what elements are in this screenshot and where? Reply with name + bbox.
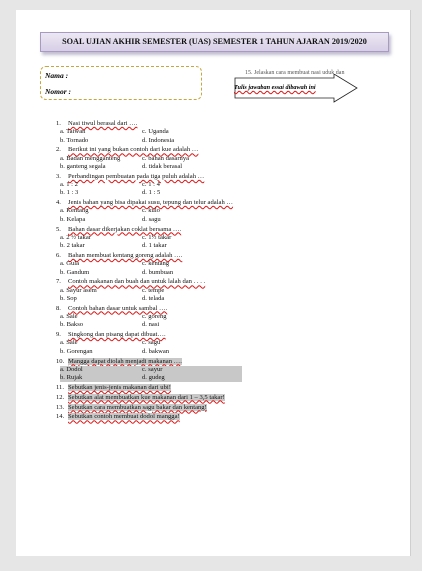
answer-option: d. 1 : 5 [142,189,161,197]
question-text [56,358,246,366]
question-body: Mangga dapat diolah menjadi makanan …. [68,357,182,365]
answer-option: a. Gula [60,260,80,268]
answer-option: a. Sale [60,339,78,347]
question-text [56,413,246,421]
question-body: Sebutkan contoh membuat dodol mangga! [68,413,180,421]
question-text [56,278,246,286]
question-item [56,173,246,198]
question-body: Nasi tiwul berasal dari …. [68,120,138,127]
option-grid [56,234,246,251]
question-text [56,199,246,207]
answer-option: c. tempe [142,286,165,294]
answer-option: a. 1 : 2 [60,181,78,189]
answer-option: a. Dodol [60,366,142,374]
callout-label: Tulis jawaban essai dibawah ini [234,84,316,91]
answer-option: b. Rujak [60,374,142,382]
question-body: Perbandingan pembuatan pada tiga puluh adalah … [68,172,205,180]
question-number: 4. [56,199,61,207]
answer-option: b. Gandum [60,268,90,276]
question-number: 2. [56,146,61,154]
answer-option: c. Uganda [142,128,169,136]
question-number: 12. [56,393,65,401]
answer-option: d. nasi [142,321,160,329]
answer-option: b. Tornado [60,136,89,144]
question-number: 1. [56,120,61,127]
question-body: Singkong dan pisang dapat dibuat…. [68,331,166,339]
answer-option: b. Sop [60,294,77,302]
answer-option: b. ganteng segala [60,162,106,170]
answer-option: c. bahan dasarnya [142,154,190,162]
question-number: 10. [56,357,65,365]
answer-option: c. goreng [142,313,167,321]
answer-option: c. kulo [142,207,160,215]
question-body: Contoh bahan dasar untuk sambal …. [68,304,168,312]
question-text [56,404,246,412]
question-item [56,358,246,383]
answer-option: a. Badan mengganteng [60,154,121,162]
question-number: 5. [56,225,61,233]
question-body: Jenis bahan yang bisa dipakai susu, tepung dan telur adalah … [68,199,233,207]
answer-option: c. 1 : 4 [142,181,160,189]
question-item [56,305,246,330]
question-item [56,413,246,421]
question-number: 3. [56,172,61,180]
option-grid [56,339,246,356]
option-grid [56,366,246,383]
answer-option: a. Kentang [60,207,89,215]
question-item [56,278,246,303]
question-body: Sebutkan alat membuatkan kue makanan dari 1 – 3,5 takar! [68,393,225,401]
answer-option: b. 2 takar [60,242,85,250]
question-text [56,146,246,154]
answer-option: a. 2 ½ takar [60,233,91,241]
question-item [56,146,246,171]
number-label: Nomor : [45,87,72,96]
answer-option: d. gudeg [142,374,242,382]
answer-option: b. 1 : 3 [60,189,79,197]
question-body: Berikut ini yang bukan contoh dari kue adalah … [68,146,199,154]
question-15-overflow: 15. Jelaskan cara membuat nasi uduk dan [245,70,345,76]
option-grid [56,207,246,224]
answer-option: d. sagu [142,215,161,223]
question-number: 11. [56,383,64,391]
question-text [56,305,246,313]
question-body: Sebutkan jenis-jenis makanan dari ubi! [68,383,171,391]
question-body: Contoh makanan dan buah dan untuk lalah dan . . . . [68,278,206,286]
answer-option: a. Sayur asem [60,286,97,294]
answer-option: d. bumbuan [142,268,174,276]
question-number: 9. [56,331,61,339]
question-text [56,394,246,402]
callout-text [234,84,329,91]
answer-option: c. sagu [142,339,161,347]
question-number: 13. [56,403,65,411]
question-number: 14. [56,413,65,421]
answer-option: b. Bakso [60,321,84,329]
answer-option: d. bakwan [142,347,170,355]
name-label: Nama : [45,71,69,80]
question-item [56,404,246,412]
question-item [56,120,246,145]
page-title: SOAL UJIAN AKHIR SEMESTER (UAS) SEMESTER 1 TAHUN AJARAN 2019/2020 [62,37,367,46]
answer-option: d. 1 takar [142,242,167,250]
option-grid [56,260,246,277]
question-list [56,120,246,423]
question-item [56,252,246,277]
option-grid [56,155,246,172]
question-number: 6. [56,251,61,259]
option-grid [56,128,246,145]
title-box [40,32,389,52]
option-grid [56,287,246,304]
question-text [56,384,246,392]
question-body: Sebutkan cara membuatkan sagu bakar dan kentang! [68,403,207,411]
answer-option: c. sayur [142,366,242,374]
answer-option: a. Taiwan [60,128,86,136]
answer-option: b. Kelapa [60,215,86,223]
student-identity-box[interactable] [40,66,202,100]
answer-option: c. kentang [142,260,170,268]
option-grid [56,181,246,198]
question-text [56,120,246,128]
answer-option: b. Gorengan [60,347,93,355]
question-item [56,331,246,356]
question-text [56,173,246,181]
answer-option: d. telada [142,294,165,302]
question-item [56,199,246,224]
question-number: 7. [56,278,61,286]
question-body: Bahan membuat kentang goreng adalah …. [68,251,183,259]
question-text [56,226,246,234]
question-item [56,384,246,392]
question-body: Bahan dasar dikerjakan coklat bersama …. [68,225,182,233]
answer-option: d. Indonesia [142,136,175,144]
answer-option: d. tidak berasal [142,162,183,170]
option-grid [56,313,246,330]
question-text [56,252,246,260]
question-item [56,226,246,251]
answer-option: c. 1½ takar [142,233,172,241]
question-number: 8. [56,304,61,312]
document-page [16,10,411,556]
answer-option: a. Sale [60,313,78,321]
question-text [56,331,246,339]
question-item [56,394,246,402]
